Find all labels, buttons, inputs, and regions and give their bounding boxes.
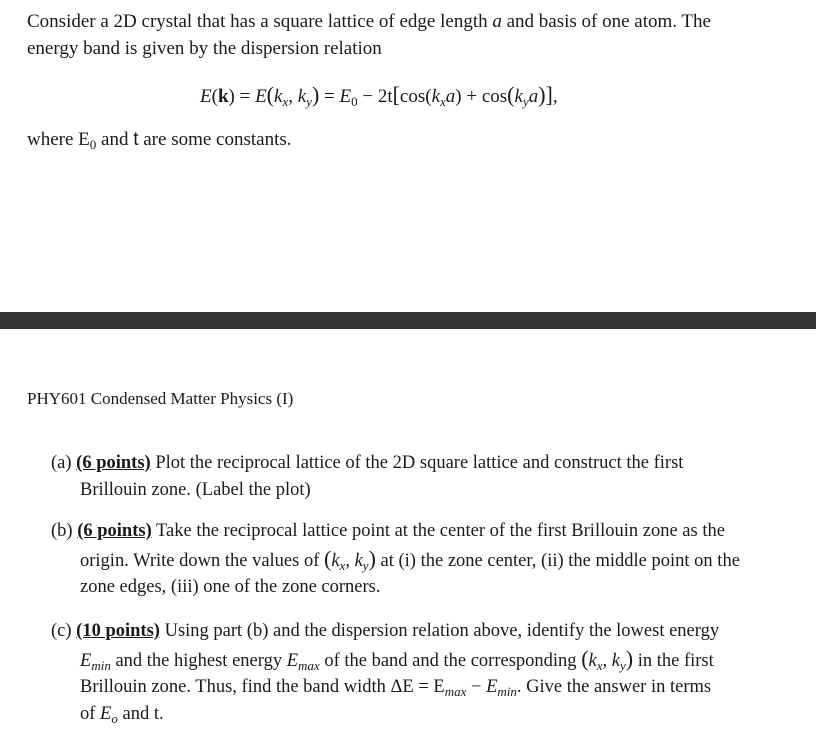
page-divider <box>0 312 816 329</box>
eq-E: E <box>200 86 212 107</box>
part-c-line-1: (c) (10 points) Using part (b) and the dispersion relation above, identify the lowest energy <box>51 621 720 641</box>
var-a: a <box>492 11 502 32</box>
intro-text: energy band is given by the dispersion relation <box>27 38 382 59</box>
dispersion-equation: $E(k) = E(k_x$, $k_y) = E_0 - 2t[\cos(k_xa) + \cos(k_ya)]$, <box>200 82 558 109</box>
part-a-line-1: (a) (6 points) Plot the reciprocal lattice of the 2D square lattice and construct the first <box>51 453 684 473</box>
part-a-points: (6 points) <box>76 453 151 473</box>
part-b-points: (6 points) <box>77 521 152 541</box>
eq-cos: cos <box>481 86 508 107</box>
course-header: PHY601 Condensed Matter Physics (I) <box>27 389 294 408</box>
part-a-line-2: Brillouin zone. (Label the plot) <box>80 480 311 500</box>
eq-k-vector: k <box>217 86 229 107</box>
part-c-line-3: Brillouin zone. Thus, find the band width $\Delta E = E_{max} - E_{min}$. Give the answer in terms <box>80 677 712 699</box>
part-c-line-2: $E_{min}$ and the highest energy $E_{max}$ of the band and the corresponding ($k_x$, $k_y$) in the first <box>80 646 714 673</box>
part-a-label: (a) <box>51 453 72 473</box>
eq-E0: E <box>339 86 352 107</box>
part-b-label: (b) <box>51 521 73 541</box>
where-line: where $E_0$ and t are some constants. <box>27 129 292 152</box>
intro-line-1 <box>27 8 711 35</box>
part-b-line-1: (b) (6 points) Take the reciprocal lattice point at the center of the first Brillouin zone as the <box>51 521 725 541</box>
intro-text: and basis of one atom. The <box>501 11 711 32</box>
eq-2t: 2t <box>377 86 393 107</box>
part-b-line-2: origin. Write down the values of ($k_x$, $k_y$) at (i) the zone center, (ii) the middle point on the <box>80 546 740 573</box>
part-c-points: (10 points) <box>76 621 160 641</box>
eq-E: E <box>255 86 267 107</box>
eq-ky: k <box>297 86 307 107</box>
part-b-line-3: zone edges, (iii) one of the zone corners. <box>80 577 381 597</box>
part-c-line-4: of $E_o$ and t. <box>80 704 164 726</box>
eq-cos: cos <box>399 86 426 107</box>
intro-text: Consider a 2D crystal that has a square lattice of edge length <box>27 11 493 32</box>
part-c-label: (c) <box>51 621 72 641</box>
intro-line-2 <box>27 35 382 62</box>
eq-kx: k <box>274 86 283 107</box>
